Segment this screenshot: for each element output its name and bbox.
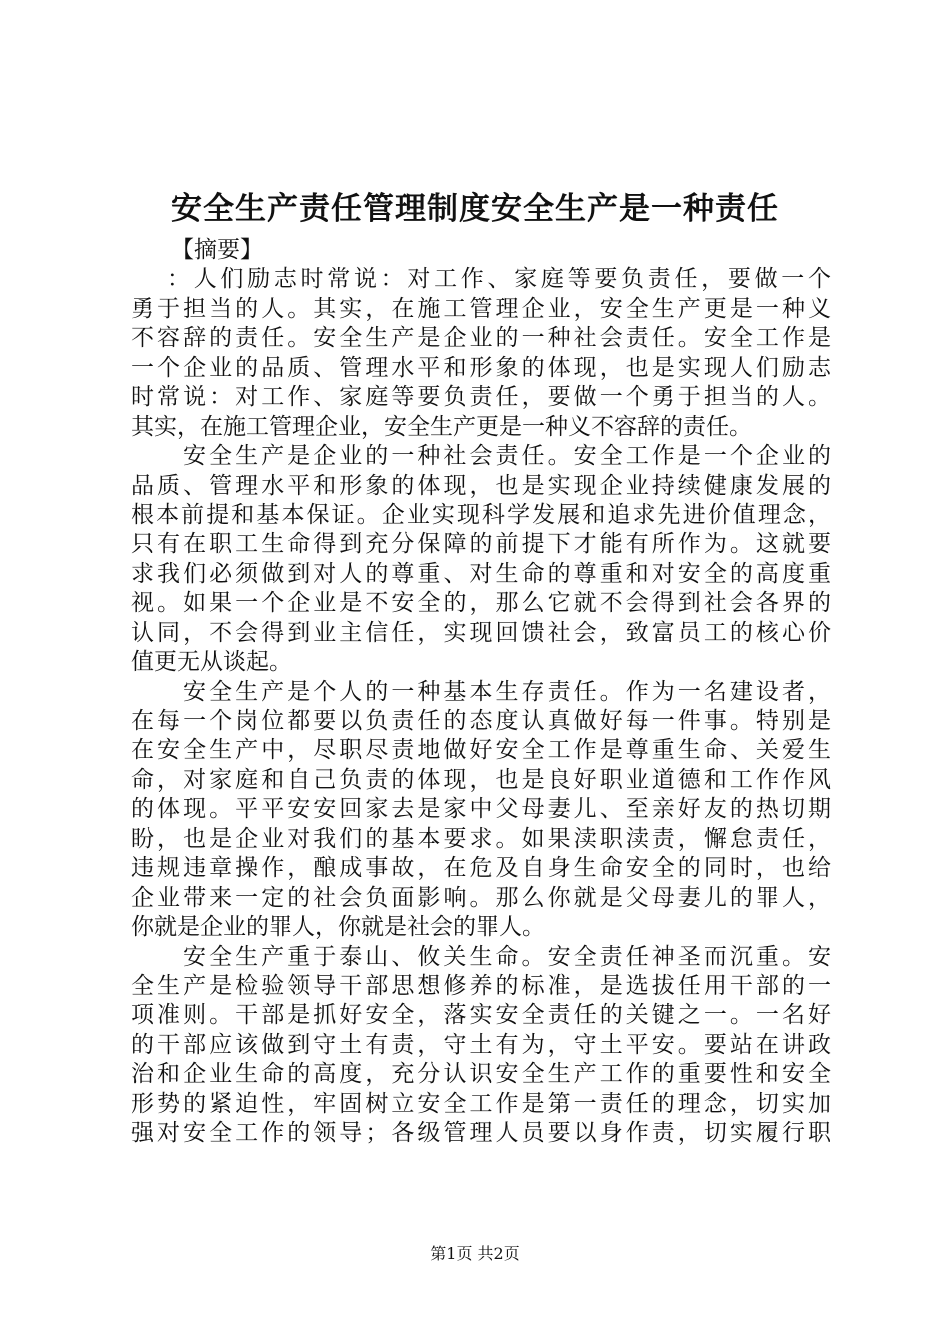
body-line: 盼，也是企业对我们的基本要求。如果渎职渎责，懈怠责任， <box>131 825 831 852</box>
body-line: 一个企业的品质、管理水平和形象的体现，也是实现人们励志 <box>131 354 831 381</box>
body-line: 时常说：对工作、家庭等要负责任，要做一个勇于担当的人。 <box>131 384 831 411</box>
body-line: 其实，在施工管理企业，安全生产更是一种义不容辞的责任。 <box>131 413 752 440</box>
body-line: 根本前提和基本保证。企业实现科学发展和追求先进价值理念， <box>131 501 831 528</box>
body-line: 安全生产是企业的一种社会责任。安全工作是一个企业的 <box>183 443 831 470</box>
body-line: 值更无从谈起。 <box>131 649 292 676</box>
document-title: 安全生产责任管理制度安全生产是一种责任 <box>171 191 779 227</box>
body-line: 品质、管理水平和形象的体现，也是实现企业持续健康发展的 <box>131 472 831 499</box>
body-line: 安全生产是个人的一种基本生存责任。作为一名建设者， <box>183 678 831 705</box>
body-line: 的体现。平平安安回家去是家中父母妻儿、至亲好友的热切期 <box>131 796 831 823</box>
body-line: ：人们励志时常说：对工作、家庭等要负责任，要做一个 <box>167 266 831 293</box>
body-line: 在安全生产中，尽职尽责地做好安全工作是尊重生命、关爱生 <box>131 737 831 764</box>
body-line: 治和企业生命的高度，充分认识安全生产工作的重要性和安全 <box>131 1061 831 1088</box>
body-line: 强对安全工作的领导；各级管理人员要以身作责，切实履行职 <box>131 1120 831 1147</box>
body-line: 命，对家庭和自己负责的体现，也是良好职业道德和工作作风 <box>131 766 831 793</box>
body-line: 不容辞的责任。安全生产是企业的一种社会责任。安全工作是 <box>131 325 831 352</box>
body-line: 你就是企业的罪人，你就是社会的罪人。 <box>131 914 545 941</box>
body-line: 在每一个岗位都要以负责任的态度认真做好每一件事。特别是 <box>131 708 831 734</box>
body-line: 全生产是检验领导干部思想修养的标准，是选拔任用干部的一 <box>131 972 831 999</box>
abstract-heading: 【摘要】 <box>171 237 263 263</box>
document-body <box>131 236 831 1149</box>
body-line: 企业带来一定的社会负面影响。那么你就是父母妻儿的罪人， <box>131 884 831 911</box>
page-number-footer: 第1页 共2页 <box>430 1244 520 1263</box>
body-line: 的干部应该做到守土有责，守土有为，守土平安。要站在讲政 <box>131 1031 831 1058</box>
body-line: 视。如果一个企业是不安全的，那么它就不会得到社会各界的 <box>131 590 831 617</box>
body-line: 形势的紧迫性，牢固树立安全工作是第一责任的理念，切实加 <box>131 1090 831 1117</box>
body-line: 违规违章操作，酿成事故，在危及自身生命安全的同时，也给 <box>131 855 831 882</box>
body-line: 只有在职工生命得到充分保障的前提下才能有所作为。这就要 <box>131 531 831 558</box>
body-line: 项准则。干部是抓好安全，落实安全责任的关键之一。一名好 <box>131 1002 831 1029</box>
body-line: 安全生产重于泰山、攸关生命。安全责任神圣而沉重。安 <box>183 943 831 970</box>
body-line: 勇于担当的人。其实，在施工管理企业，安全生产更是一种义 <box>131 295 831 322</box>
body-line: 认同，不会得到业主信任，实现回馈社会，致富员工的核心价 <box>131 619 831 646</box>
body-line: 求我们必须做到对人的尊重、对生命的尊重和对安全的高度重 <box>131 560 831 587</box>
